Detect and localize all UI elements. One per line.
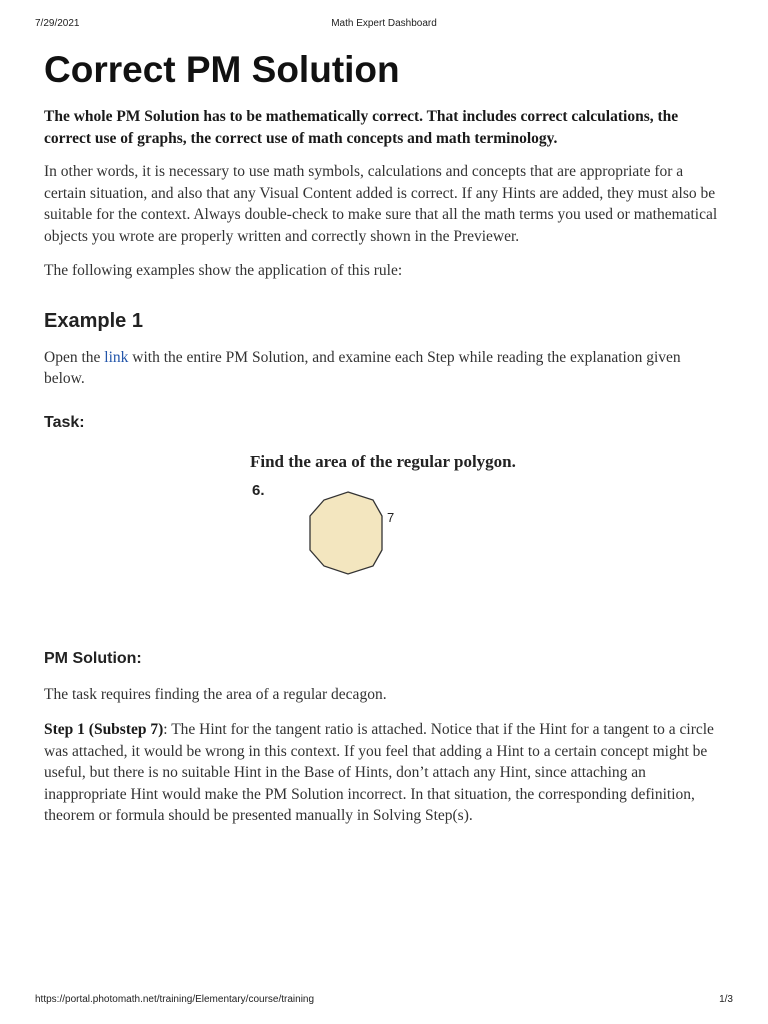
task-description: The task requires finding the area of a regular decagon. (44, 685, 387, 703)
explanation-paragraph: In other words, it is necessary to use math symbols, calculations and concepts that are appropriate for a certain situation, and also that any Visual Content added is correct. If any Hints are added, they must also be suitable for the context. Always double-check to make sure that all the math terms you used or mathematical objects you wrote are properly written and correctly shown in the Previewer. (44, 163, 718, 245)
task-heading: Find the area of the regular polygon. (250, 451, 516, 471)
decagon-figure (280, 486, 410, 596)
open-link-suffix: with the entire PM Solution, and examine each Step while reading the explanation given below. (44, 348, 681, 387)
print-date: 7/29/2021 (35, 18, 80, 29)
decagon-shape (310, 492, 382, 574)
task-figure (44, 446, 724, 626)
solution-label: PM Solution: (44, 649, 142, 667)
side-length-label: 7 (387, 509, 395, 525)
task-label: Task: (44, 413, 85, 431)
intro-bold-paragraph: The whole PM Solution has to be mathematically correct. That includes correct calculations, the correct use of graphs, the correct use of math concepts and math terminology. (44, 108, 679, 147)
print-footer (35, 994, 733, 1008)
print-url: https://portal.photomath.net/training/Elementary/course/training (35, 994, 315, 1005)
print-header (35, 18, 733, 32)
step-text: : The Hint for the tangent ratio is attached. Notice that if the Hint for a tangent to a circle was attached, it would be wrong in this context. If you feel that adding a Hint to a certain concept might be useful, but there is no suitable Hint in the Base of Hints, don’t attach any Hint, since attaching an inappropriate Hint would make the PM Solution incorrect. In that situation, the corresponding definition, theorem or formula should be presented manually in Solving Step(s). (44, 721, 714, 824)
print-title: Math Expert Dashboard (331, 18, 437, 29)
task-number: 6. (252, 481, 265, 499)
solution-link[interactable]: link (104, 348, 129, 366)
step-label: Step 1 (Substep 7) (44, 721, 164, 738)
page-title: Correct PM Solution (44, 49, 400, 90)
document-content (44, 46, 724, 827)
step-paragraph (44, 719, 724, 827)
page-number: 1/3 (719, 994, 733, 1005)
example-heading: Example 1 (44, 309, 143, 332)
open-link-paragraph (44, 347, 724, 390)
examples-intro: The following examples show the application of this rule: (44, 262, 403, 279)
open-link-prefix: Open the (44, 348, 105, 366)
